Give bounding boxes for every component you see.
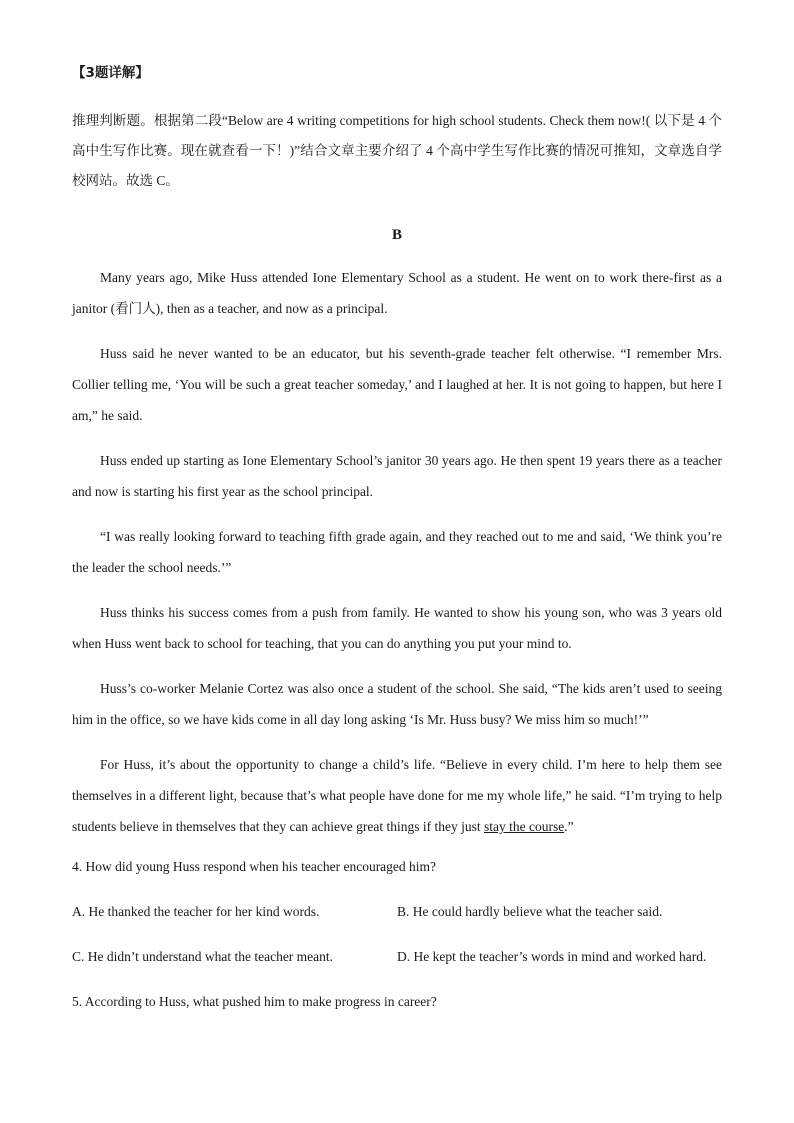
option-d: D. He kept the teacher’s words in mind and worked hard. (397, 949, 707, 964)
document-page (72, 62, 722, 1036)
question-5-stem: 5. According to Huss, what pushed him to make progress in career? (72, 994, 437, 1009)
option-b: B. He could hardly believe what the teacher said. (397, 904, 663, 919)
passage-paragraph-5: Huss thinks his success comes from a push from family. He wanted to show his young son, who was 3 years old when Huss went back to school for teaching, that you can do anything you put your mind to. (72, 605, 722, 651)
question-4-options (72, 901, 722, 968)
passage-paragraph-2: Huss said he never wanted to be an educator, but his seventh-grade teacher felt otherwise. “I remember Mrs. Collier telling me, ‘You will be such a great teacher someday,’ and I laughed at her. It is not going to happen, but here I am,” he said. (72, 346, 722, 423)
question-4-stem: 4. How did young Huss respond when his teacher encouraged him? (72, 859, 437, 874)
option-a: A. He thanked the teacher for her kind words. (72, 904, 320, 919)
passage-paragraph-4: “I was really looking forward to teaching fifth grade again, and they reached out to me and said, ‘We think you’re the leader the school needs.’” (72, 529, 722, 575)
passage-paragraph-1: Many years ago, Mike Huss attended Ione Elementary School as a student. He went on to work there-first as a janitor (看门人), then as a teacher, and now as a principal. (72, 270, 722, 316)
paragraph-7-text: For Huss, it’s about the opportunity to change a child’s life. “Believe in every child. I’m here to help them see themselves in a different light, because that’s what people have done for me my whole life,” he said. “I’m trying to help students believe in themselves that they can achieve great things if they just (72, 757, 722, 834)
passage-paragraph-3: Huss ended up starting as Ione Elementary School’s janitor 30 years ago. He then spent 19 years there as a teacher and now is starting his first year as the school principal. (72, 453, 722, 499)
detail-heading: 【3题详解】 (72, 65, 149, 81)
detail-analysis: 推理判断题。根据第二段“Below are 4 writing competitions for high school students. Check them now!( 以下是 4 个高中生写作比赛。现在就查看一下！)”结合文章主要介绍了 4 个高中学生写作比赛的情况可推知，文章选自学校网站。故选 C。 (72, 113, 722, 188)
option-c: C. He didn’t understand what the teacher meant. (72, 949, 334, 964)
passage-label: B (391, 227, 402, 243)
passage-paragraph-7 (72, 749, 722, 842)
passage-paragraph-6: Huss’s co-worker Melanie Cortez was also once a student of the school. She said, “The kids aren’t used to seeing him in the office, so we have kids come in all day long asking ‘Is Mr. Huss busy? We miss him so much!’” (72, 681, 722, 727)
paragraph-7-ending: .” (564, 819, 574, 834)
underlined-phrase: stay the course (484, 819, 565, 834)
